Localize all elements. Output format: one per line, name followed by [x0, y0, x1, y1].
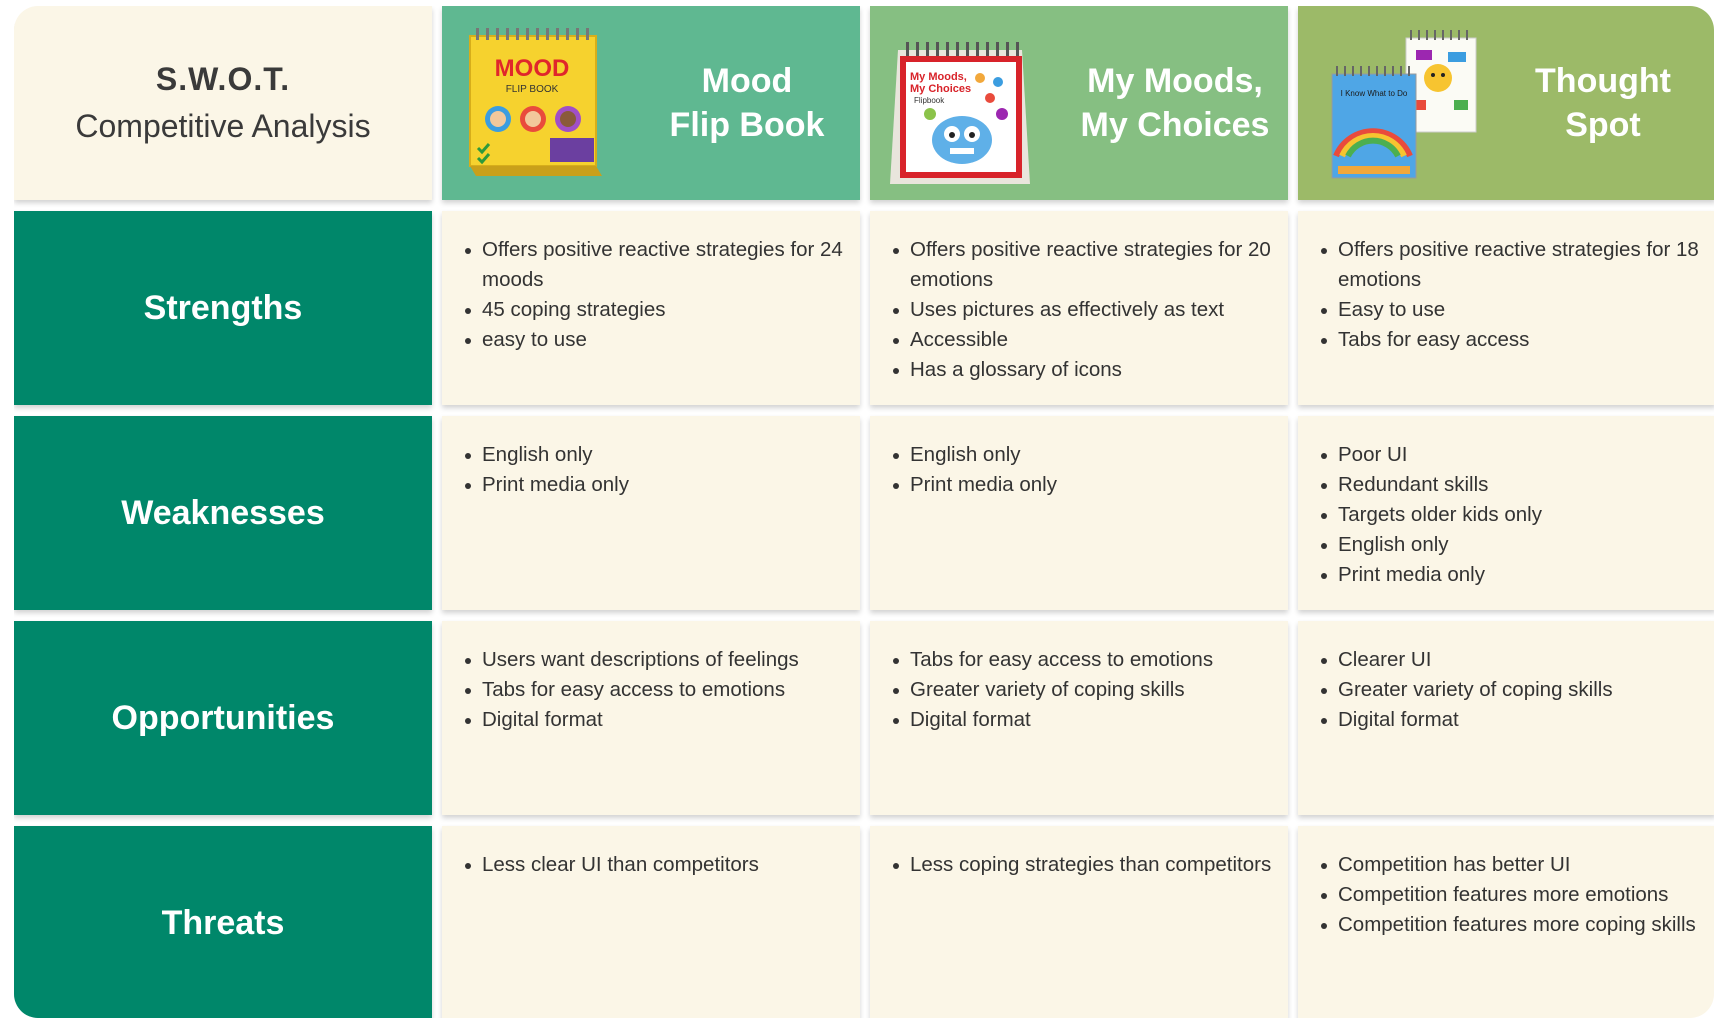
list-item: Tabs for easy access to emotions — [910, 645, 1272, 675]
weaknesses-thought-spot — [1298, 416, 1714, 610]
list-item: Digital format — [482, 705, 844, 735]
list-item: Print media only — [1338, 560, 1700, 590]
swot-subtitle: Competitive Analysis — [75, 108, 371, 144]
list-item: Print media only — [910, 470, 1272, 500]
list-item: Competition features more emotions — [1338, 880, 1700, 910]
list-item: Tabs for easy access — [1338, 325, 1700, 355]
list-item: Offers positive reactive strategies for 18 emotions — [1338, 235, 1700, 295]
list-item: Competition has better UI — [1338, 850, 1700, 880]
list-item: Uses pictures as effectively as text — [910, 295, 1272, 325]
list-item: Easy to use — [1338, 295, 1700, 325]
cover-title-line1: My Moods, — [910, 71, 967, 83]
list-item: Has a glossary of icons — [910, 355, 1272, 385]
strengths-thought-spot — [1298, 211, 1714, 405]
cover-title: MOOD — [494, 55, 570, 82]
list-item: easy to use — [482, 325, 844, 355]
thought-spot-image — [1298, 6, 1498, 200]
list-item: Offers positive reactive strategies for 24 moods — [482, 235, 844, 295]
threats-my-moods — [870, 826, 1288, 1018]
row-label-weaknesses: Weaknesses — [14, 416, 432, 610]
list-item: Digital format — [910, 705, 1272, 735]
competitor-title: My Moods, My Choices — [1080, 62, 1270, 144]
list-item: Accessible — [910, 325, 1272, 355]
list-item: Less coping strategies than competitors — [910, 850, 1272, 880]
opportunities-my-moods — [870, 621, 1288, 815]
list-item: Redundant skills — [1338, 470, 1700, 500]
strengths-my-moods — [870, 211, 1288, 405]
list-item: Less clear UI than competitors — [482, 850, 844, 880]
list-item: Targets older kids only — [1338, 500, 1700, 530]
list-item: Competition features more coping skills — [1338, 910, 1700, 940]
list-item: 45 coping strategies — [482, 295, 844, 325]
competitor-title: Thought Spot — [1535, 62, 1671, 144]
competitor-header-mood-flip-book — [442, 6, 860, 200]
table-corner-title — [14, 6, 432, 200]
my-moods-flipbook-image — [870, 6, 1070, 200]
weaknesses-my-moods — [870, 416, 1288, 610]
opportunities-thought-spot — [1298, 621, 1714, 815]
row-label-threats: Threats — [14, 826, 432, 1018]
list-item: Users want descriptions of feelings — [482, 645, 844, 675]
list-item: Greater variety of coping skills — [1338, 675, 1700, 705]
list-item: Print media only — [482, 470, 844, 500]
cover-title-line2: My Choices — [910, 83, 972, 95]
opportunities-mood-flip-book — [442, 621, 860, 815]
cover-subtitle: FLIP BOOK — [505, 84, 559, 95]
strengths-mood-flip-book — [442, 211, 860, 405]
list-item: English only — [910, 440, 1272, 470]
list-item: Poor UI — [1338, 440, 1700, 470]
list-item: Offers positive reactive strategies for 20 emotions — [910, 235, 1272, 295]
competitor-header-my-moods-my-choices — [870, 6, 1288, 200]
row-label-strengths: Strengths — [14, 211, 432, 405]
competitor-header-thought-spot — [1298, 6, 1714, 200]
list-item: Digital format — [1338, 705, 1700, 735]
cover-subtitle: Flipbook — [914, 96, 945, 105]
list-item: English only — [1338, 530, 1700, 560]
list-item: English only — [482, 440, 844, 470]
mood-flip-book-image — [442, 6, 642, 200]
threats-mood-flip-book — [442, 826, 860, 1018]
weaknesses-mood-flip-book — [442, 416, 860, 610]
swot-table — [14, 6, 1714, 1018]
row-label-opportunities: Opportunities — [14, 621, 432, 815]
list-item: Tabs for easy access to emotions — [482, 675, 844, 705]
competitor-title: Mood Flip Book — [669, 62, 825, 144]
list-item: Clearer UI — [1338, 645, 1700, 675]
list-item: Greater variety of coping skills — [910, 675, 1272, 705]
swot-title: S.W.O.T. — [155, 61, 291, 97]
threats-thought-spot — [1298, 826, 1714, 1018]
cover-title: I Know What to Do — [1340, 89, 1408, 98]
